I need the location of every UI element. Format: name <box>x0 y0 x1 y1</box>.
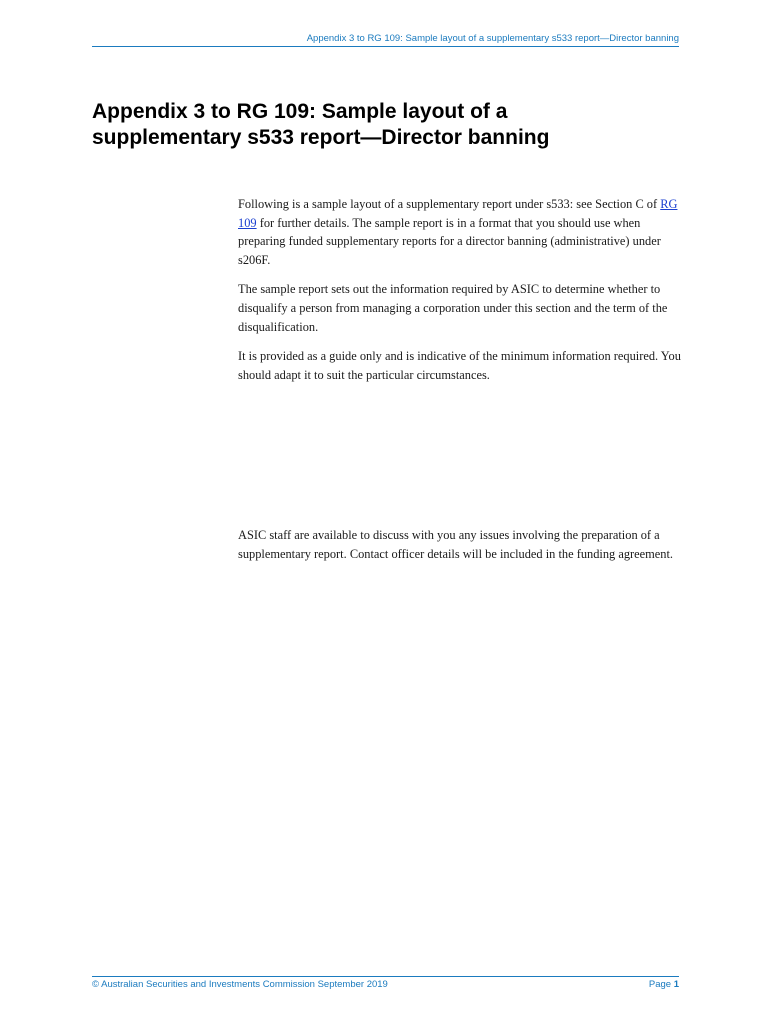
intro-paragraph-1-text-a: Following is a sample layout of a supplementary report under s533: see Section C of <box>238 197 661 211</box>
rg-109-link[interactable]: RG 109 <box>238 197 678 230</box>
running-header: Appendix 3 to RG 109: Sample layout of a supplementary s533 report—Director banning <box>306 33 679 44</box>
page-title-line-1: Appendix 3 to RG 109: Sample layout of a <box>92 100 508 123</box>
intro-section <box>238 195 683 395</box>
intro-paragraph-3: It is provided as a guide only and is indicative of the minimum information required. You should adapt it to suit the particular circumstances. <box>238 349 681 382</box>
page-title-line-2: supplementary s533 report—Director banning <box>92 126 550 149</box>
contact-section <box>238 526 683 574</box>
header-rule <box>92 46 679 47</box>
footer-page-number: 1 <box>673 979 679 990</box>
footer-page-label: Page <box>648 979 672 990</box>
intro-paragraph-1-text-b: for further details. The sample report is in a format that you should use when preparing funded supplementary reports for a director banning (administrative) under s206F. <box>238 215 661 267</box>
intro-paragraph-1 <box>238 195 683 269</box>
footer-copyright: © Australian Securities and Investments Commission September 2019 <box>92 979 388 990</box>
intro-paragraph-2: The sample report sets out the information required by ASIC to determine whether to disqualify a person from managing a corporation under this section and the term of the disqualification. <box>238 282 668 334</box>
page-title <box>92 99 692 151</box>
footer-rule <box>92 976 679 977</box>
footer-page-indicator <box>649 979 679 991</box>
contact-paragraph: ASIC staff are available to discuss with you any issues involving the preparation of a supplementary report. Contact officer details will be included in the funding agreement. <box>238 528 674 561</box>
